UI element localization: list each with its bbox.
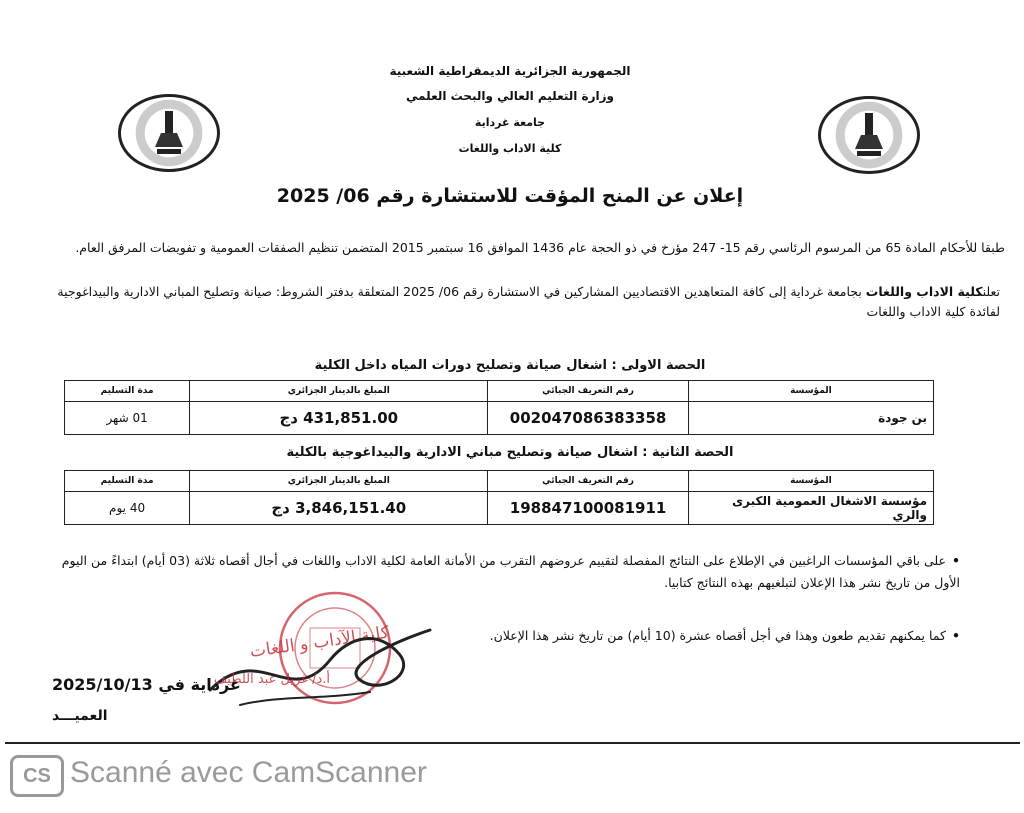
- header-faculty: كلية الاداب واللغات: [458, 142, 562, 155]
- header-tax-id: رقم التعريف الجبائي: [488, 471, 688, 492]
- bullet-icon: •: [952, 628, 960, 643]
- header-republic: الجمهورية الجزائرية الديمقراطية الشعبية: [389, 64, 631, 78]
- handwritten-signature: [200, 600, 440, 720]
- announcement-line2: لفائدة كلية الاداب واللغات: [866, 304, 1000, 319]
- bullet-1-line2: الأول من تاريخ نشر هذا الإعلان لتبلغيهم بهذه النتائج كتابيا.: [664, 575, 960, 590]
- header-amount: المبلغ بالدينار الجزائري: [190, 381, 488, 402]
- bullet-2-line1: كما يمكنهم تقديم طعون وهذا في أجل أقصاه عشرة (10 أيام) من تاريخ نشر هذا الإعلان.: [489, 628, 946, 643]
- university-seal-right: [818, 96, 920, 174]
- cell-institution: مؤسسة الاشغال العمومية الكبرى والري: [688, 492, 933, 525]
- header-university: جامعة غرداية: [474, 116, 546, 129]
- lot-1-title: الحصة الاولى : اشغال صيانة وتصليح دورات المياه داخل الكلية: [314, 358, 706, 373]
- bullet-1-line1: على باقي المؤسسات الراغبين في الإطلاع على النتائج المفصلة لتقييم عروضهم التقرب من الأمانة العامة لكلية الاداب واللغات في أجال أقصاه ثلاثة (03 أيام) ابتداءً من اليوم: [61, 553, 946, 568]
- cell-duration: 40 يوم: [65, 492, 190, 525]
- header-amount: المبلغ بالدينار الجزائري: [190, 471, 488, 492]
- bullet-icon: •: [952, 553, 960, 568]
- camscanner-logo-icon: CS: [10, 755, 64, 797]
- announcement-paragraph: [40, 282, 1000, 322]
- seal-emblem-icon: [851, 109, 887, 161]
- announcement-line1: بجامعة غرداية إلى كافة المتعاهدين الاقتصاديين المشاركين في الاستشارة رقم 06/ 2025 المتعلقة بدفتر الشروط: صيانة وتصليح المباني الادارية والبيداغوجية: [57, 284, 862, 299]
- signature-name: أ.د/ غزيل عبد اللطيف: [213, 672, 330, 687]
- table-row: [65, 492, 934, 525]
- page-title: إعلان عن المنح المؤقت للاستشارة رقم 06/ 2025: [276, 185, 744, 207]
- header-ministry: وزارة التعليم العالي والبحث العلمي: [405, 89, 615, 103]
- dean-label: العميـــد: [52, 708, 108, 724]
- cell-institution: بن جودة: [688, 402, 933, 435]
- table-row: [65, 402, 934, 435]
- footer-divider: [5, 742, 1020, 744]
- date-value: 2025/10/13: [52, 675, 153, 694]
- header-duration: مدة التسليم: [65, 471, 190, 492]
- cell-amount: 431,851.00 دج: [190, 402, 488, 435]
- camscanner-watermark: Scanné avec CamScanner: [70, 756, 427, 789]
- cell-amount: 3,846,151.40 دج: [190, 492, 488, 525]
- header-duration: مدة التسليم: [65, 381, 190, 402]
- table-header-row: [65, 381, 934, 402]
- cell-duration: 01 شهر: [65, 402, 190, 435]
- seal-emblem-icon: [151, 107, 187, 159]
- header-tax-id: رقم التعريف الجبائي: [488, 381, 688, 402]
- announcement-faculty: كلية الاداب واللغات: [865, 284, 983, 299]
- legal-basis-paragraph: طبقا للأحكام المادة 65 من المرسوم الرئاسي رقم 15- 247 مؤرخ في ذو الحجة عام 1436 الموافق 16 سبتمبر 2015 المتضمن تنظيم الصفقات العمومية و تفويضات المرفق العام.: [75, 240, 1005, 255]
- list-item: [60, 550, 960, 594]
- lot-2-title: الحصة الثانية : اشغال صيانة وتصليح مباني الادارية والبيداغوجية بالكلية: [286, 445, 734, 460]
- date-place: غرداية في: [158, 675, 241, 694]
- header-institution: المؤسسة: [688, 381, 933, 402]
- announcement-prefix: تعلن: [982, 284, 1000, 299]
- cell-tax-id: 198847100081911: [488, 492, 688, 525]
- table-header-row: [65, 471, 934, 492]
- signature-date: [52, 675, 241, 694]
- lot-1-table: [64, 380, 934, 435]
- header-institution: المؤسسة: [688, 471, 933, 492]
- cell-tax-id: 002047086383358: [488, 402, 688, 435]
- stamp-text: كلية الآداب و اللغات: [248, 622, 391, 662]
- university-seal-left: [118, 94, 220, 172]
- lot-2-table: [64, 470, 934, 525]
